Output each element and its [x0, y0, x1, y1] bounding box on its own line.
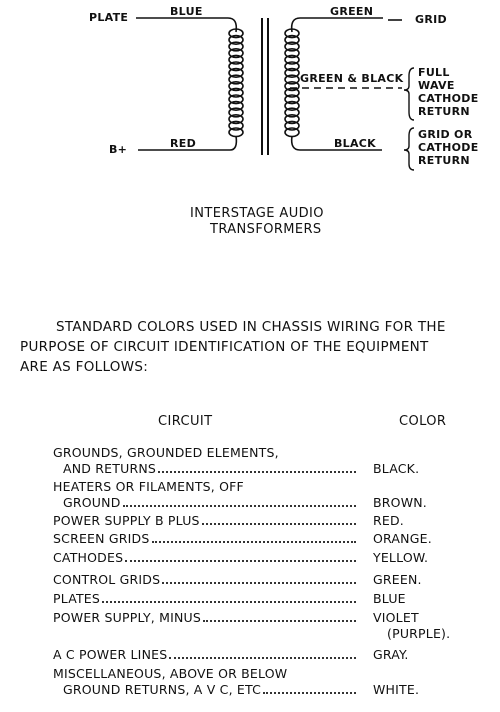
leader-dots	[158, 471, 356, 473]
circuit-line	[53, 461, 358, 477]
grid-or-line: GRID OR	[418, 128, 473, 141]
leader-dots	[162, 582, 356, 584]
circuit-text: GROUND RETURNS, A V C, ETC	[63, 682, 262, 697]
full-wave-label	[418, 66, 479, 118]
b-plus-label: B+	[109, 143, 128, 156]
leader-dots	[123, 505, 356, 507]
full-wave-line: RETURN	[418, 105, 470, 118]
color-value: BLACK.	[373, 461, 420, 476]
caption-line: TRANSFORMERS	[210, 222, 322, 237]
color-value: ORANGE.	[373, 531, 432, 546]
paragraph-line: PURPOSE OF CIRCUIT IDENTIFICATION OF THE EQUIPMENT	[20, 339, 429, 355]
table-row-color	[373, 647, 409, 663]
table-row-circuit	[53, 445, 358, 477]
full-wave-line: CATHODE	[418, 92, 479, 105]
color-value: VIOLET	[373, 610, 419, 625]
plate-label: PLATE	[89, 11, 129, 24]
leader-dots	[263, 692, 356, 694]
grid-or-brace	[404, 128, 414, 170]
green-label: GREEN	[330, 5, 374, 18]
color-value: WHITE.	[373, 682, 420, 697]
circuit-text: AND RETURNS	[63, 461, 157, 476]
color-value: BROWN.	[373, 495, 427, 510]
table-row-circuit	[53, 610, 358, 626]
table-row-circuit	[53, 531, 358, 547]
diagram-caption	[190, 206, 324, 238]
grid-wire	[292, 18, 383, 32]
color-value: GREEN.	[373, 572, 422, 587]
table-row-circuit	[53, 513, 358, 529]
transformer-core	[262, 18, 268, 155]
circuit-line: MISCELLANEOUS, ABOVE OR BELOW	[53, 666, 288, 681]
leader-dots	[202, 523, 356, 525]
circuit-text: SCREEN GRIDS	[53, 531, 150, 546]
paragraph-line: ARE AS FOLLOWS:	[20, 359, 149, 375]
table-row-circuit	[53, 572, 358, 588]
grid-or-line: CATHODE	[418, 141, 479, 154]
leader-dots	[169, 657, 356, 659]
color-value: GRAY.	[373, 647, 409, 662]
color-value: BLUE	[373, 591, 406, 606]
table-row-circuit	[53, 647, 358, 663]
circuit-text: CONTROL GRIDS	[53, 572, 161, 587]
leader-dots	[152, 541, 357, 543]
circuit-line	[53, 682, 358, 698]
table-row-circuit	[53, 479, 358, 511]
color-value: RED.	[373, 513, 404, 528]
full-wave-brace	[404, 68, 414, 120]
leader-dots	[203, 620, 356, 622]
blue-label: BLUE	[170, 5, 203, 18]
grid-or-line: RETURN	[418, 154, 470, 167]
circuit-text: A C POWER LINES	[53, 647, 168, 662]
color-value: (PURPLE).	[387, 626, 451, 641]
circuit-text: GROUND	[63, 495, 121, 510]
table-row-color	[373, 513, 404, 529]
color-value: YELLOW.	[373, 550, 429, 565]
circuit-line: HEATERS OR FILAMENTS, OFF	[53, 479, 244, 494]
circuit-text: POWER SUPPLY B PLUS	[53, 513, 200, 528]
red-label: RED	[170, 137, 197, 150]
table-row-color	[373, 610, 450, 642]
circuit-text: CATHODES	[53, 550, 124, 565]
grid-label: GRID	[415, 13, 447, 26]
circuit-line	[53, 495, 358, 511]
leader-dots	[102, 601, 356, 603]
circuit-text: PLATES	[53, 591, 101, 606]
circuit-text: POWER SUPPLY, MINUS	[53, 610, 202, 625]
intro-paragraph	[20, 317, 446, 377]
table-row-color	[373, 572, 422, 588]
paragraph-line: STANDARD COLORS USED IN CHASSIS WIRING FOR THE	[56, 319, 446, 335]
table-row-color	[373, 461, 419, 477]
color-header: COLOR	[399, 414, 447, 429]
full-wave-line: WAVE	[418, 79, 455, 92]
circuit-header: CIRCUIT	[158, 414, 213, 429]
caption-line: INTERSTAGE AUDIO	[190, 206, 324, 221]
table-row-circuit	[53, 550, 358, 566]
table-row-circuit	[53, 591, 358, 607]
table-row-color	[373, 495, 427, 511]
table-row-color	[373, 531, 432, 547]
plate-wire	[136, 18, 236, 32]
green-black-label: GREEN & BLACK	[300, 72, 404, 85]
table-row-color	[373, 550, 428, 566]
table-row-color	[373, 682, 419, 698]
black-label: BLACK	[334, 137, 377, 150]
secondary-coil	[285, 29, 299, 137]
braces	[404, 68, 414, 170]
leader-dots	[125, 560, 356, 562]
table-row-color	[373, 591, 406, 607]
full-wave-line: FULL	[418, 66, 450, 79]
grid-or-cathode-label	[418, 128, 479, 167]
circuit-line: GROUNDS, GROUNDED ELEMENTS,	[53, 445, 279, 460]
primary-coil	[229, 29, 243, 137]
table-row-circuit	[53, 666, 358, 698]
